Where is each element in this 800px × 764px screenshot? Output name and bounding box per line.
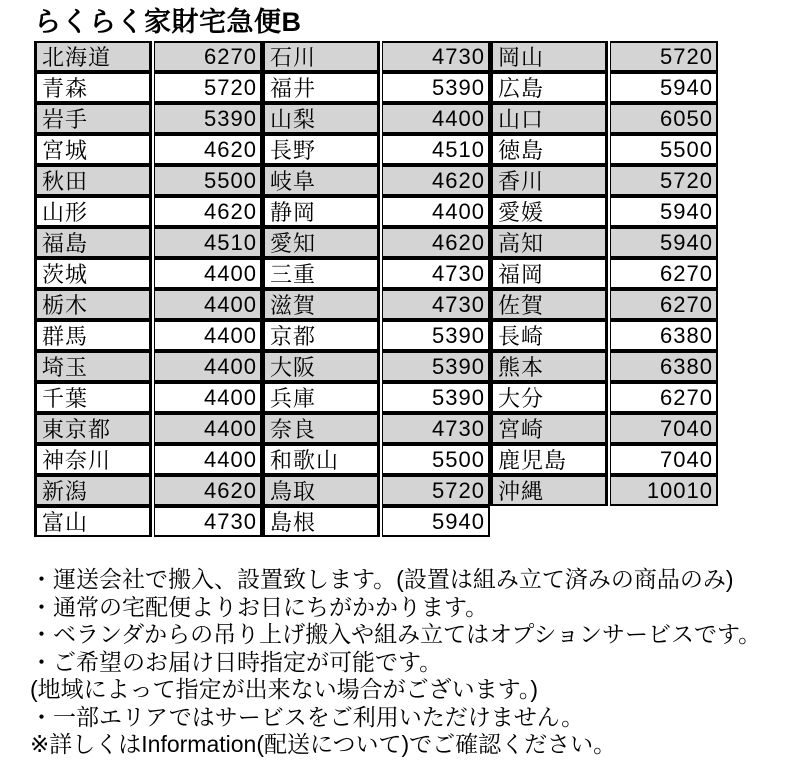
table-row — [34, 196, 262, 227]
price-cell: 5390 — [382, 382, 490, 413]
price-cell: 5390 — [382, 351, 490, 382]
price-cell: 7040 — [610, 413, 718, 444]
prefecture-cell: 滋賀 — [262, 289, 380, 320]
prefecture-cell: 茨城 — [34, 258, 152, 289]
prefecture-cell: 石川 — [262, 41, 380, 72]
price-cell: 5720 — [382, 475, 490, 506]
table-row — [262, 351, 490, 382]
price-cell: 4730 — [382, 41, 490, 72]
table-row — [34, 413, 262, 444]
table-row — [34, 134, 262, 165]
table-row — [262, 506, 490, 537]
price-cell: 4400 — [154, 382, 262, 413]
prefecture-cell: 和歌山 — [262, 444, 380, 475]
prefecture-cell: 大分 — [490, 382, 608, 413]
prefecture-cell: 青森 — [34, 72, 152, 103]
prefecture-cell: 高知 — [490, 227, 608, 258]
price-cell: 6050 — [610, 103, 718, 134]
prefecture-cell: 三重 — [262, 258, 380, 289]
table-row — [490, 475, 718, 506]
note-line: (地域によって指定が出来ない場合がございます。) — [30, 676, 538, 702]
price-cell: 5940 — [610, 227, 718, 258]
table-row — [490, 41, 718, 72]
price-cell: 5720 — [610, 41, 718, 72]
price-cell: 4510 — [154, 227, 262, 258]
price-cell: 5940 — [610, 72, 718, 103]
prefecture-cell: 岩手 — [34, 103, 152, 134]
price-cell: 4730 — [382, 289, 490, 320]
prefecture-cell: 鹿児島 — [490, 444, 608, 475]
prefecture-cell: 岡山 — [490, 41, 608, 72]
note-line: ・ご希望のお届け日時指定が可能です。 — [30, 648, 443, 675]
price-cell: 6380 — [610, 351, 718, 382]
price-cell: 6380 — [610, 320, 718, 351]
table-row — [262, 103, 490, 134]
table-column-group-1 — [34, 41, 262, 537]
table-row — [262, 41, 490, 72]
prefecture-cell: 北海道 — [34, 41, 152, 72]
price-cell: 7040 — [610, 444, 718, 475]
price-cell: 10010 — [610, 475, 718, 506]
table-row — [34, 289, 262, 320]
table-row — [262, 320, 490, 351]
table-column-group-2 — [262, 41, 490, 537]
table-row — [490, 320, 718, 351]
table-row — [262, 258, 490, 289]
price-cell: 6270 — [610, 382, 718, 413]
prefecture-cell: 宮崎 — [490, 413, 608, 444]
price-cell: 5720 — [154, 72, 262, 103]
table-row — [490, 103, 718, 134]
table-row — [262, 475, 490, 506]
price-cell: 4620 — [154, 196, 262, 227]
table-column-group-3 — [490, 41, 718, 537]
prefecture-cell: 山形 — [34, 196, 152, 227]
prefecture-cell: 埼玉 — [34, 351, 152, 382]
table-row — [262, 413, 490, 444]
prefecture-cell: 兵庫 — [262, 382, 380, 413]
price-cell: 4620 — [154, 134, 262, 165]
prefecture-cell: 愛知 — [262, 227, 380, 258]
price-cell: 6270 — [154, 41, 262, 72]
prefecture-cell: 宮城 — [34, 134, 152, 165]
note-line: ・通常の宅配便よりお日にちがかかります。 — [30, 593, 489, 620]
prefecture-cell: 愛媛 — [490, 196, 608, 227]
table-row — [490, 289, 718, 320]
table-row — [490, 258, 718, 289]
price-cell: 4730 — [382, 413, 490, 444]
table-row — [490, 444, 718, 475]
note-line: ・運送会社で搬入、設置致します。(設置は組み立て済みの商品のみ) — [30, 566, 734, 592]
table-row — [34, 41, 262, 72]
table-row — [262, 227, 490, 258]
price-cell: 4730 — [382, 258, 490, 289]
price-cell: 4400 — [154, 444, 262, 475]
table-row — [490, 72, 718, 103]
price-cell: 4730 — [154, 506, 262, 537]
table-row — [262, 289, 490, 320]
price-cell: 5940 — [382, 506, 490, 537]
prefecture-cell: 大阪 — [262, 351, 380, 382]
price-cell: 4400 — [154, 320, 262, 351]
prefecture-cell: 山口 — [490, 103, 608, 134]
price-cell: 6270 — [610, 258, 718, 289]
table-row — [34, 103, 262, 134]
table-row — [262, 134, 490, 165]
note-line: ・一部エリアではサービスをご利用いただけません。 — [30, 703, 585, 730]
table-row — [34, 351, 262, 382]
prefecture-cell: 香川 — [490, 165, 608, 196]
price-cell: 4400 — [382, 196, 490, 227]
table-row — [34, 258, 262, 289]
price-cell: 5390 — [382, 320, 490, 351]
prefecture-cell: 福岡 — [490, 258, 608, 289]
table-row — [34, 444, 262, 475]
price-cell: 5500 — [382, 444, 490, 475]
table-row — [490, 134, 718, 165]
table-row — [490, 413, 718, 444]
notes-section — [30, 566, 800, 759]
prefecture-cell: 長野 — [262, 134, 380, 165]
table-row — [262, 165, 490, 196]
prefecture-cell: 島根 — [262, 506, 380, 537]
table-row — [490, 382, 718, 413]
price-cell: 4620 — [382, 227, 490, 258]
table-row — [262, 196, 490, 227]
table-row — [262, 444, 490, 475]
prefecture-cell: 福井 — [262, 72, 380, 103]
prefecture-cell: 群馬 — [34, 320, 152, 351]
price-cell: 4400 — [154, 289, 262, 320]
table-row — [34, 72, 262, 103]
table-row — [34, 165, 262, 196]
prefecture-cell: 沖縄 — [490, 475, 608, 506]
prefecture-cell: 東京都 — [34, 413, 152, 444]
prefecture-cell: 福島 — [34, 227, 152, 258]
table-row — [34, 227, 262, 258]
prefecture-cell: 奈良 — [262, 413, 380, 444]
table-row — [490, 196, 718, 227]
table-row — [490, 165, 718, 196]
prefecture-cell: 長崎 — [490, 320, 608, 351]
price-cell: 5940 — [610, 196, 718, 227]
prefecture-cell: 栃木 — [34, 289, 152, 320]
prefecture-cell: 秋田 — [34, 165, 152, 196]
table-row — [262, 382, 490, 413]
price-cell: 5500 — [610, 134, 718, 165]
price-cell: 6270 — [610, 289, 718, 320]
price-cell: 4510 — [382, 134, 490, 165]
price-cell: 5390 — [382, 72, 490, 103]
price-cell: 5500 — [154, 165, 262, 196]
price-cell: 4400 — [154, 258, 262, 289]
prefecture-cell: 新潟 — [34, 475, 152, 506]
prefecture-cell: 鳥取 — [262, 475, 380, 506]
prefecture-cell: 岐阜 — [262, 165, 380, 196]
note-line: ※詳しくはInformation(配送について)でご確認ください。 — [30, 731, 617, 757]
price-cell: 4400 — [154, 351, 262, 382]
table-row — [34, 382, 262, 413]
table-row — [34, 475, 262, 506]
prefecture-cell: 佐賀 — [490, 289, 608, 320]
note-line: ・ベランダからの吊り上げ搬入や組み立てはオプションサービスです。 — [30, 621, 762, 647]
table-row — [262, 72, 490, 103]
prefecture-cell: 山梨 — [262, 103, 380, 134]
table-row — [490, 351, 718, 382]
table-row — [490, 227, 718, 258]
prefecture-cell: 千葉 — [34, 382, 152, 413]
price-cell: 4620 — [382, 165, 490, 196]
price-cell: 5720 — [610, 165, 718, 196]
shipping-price-table — [34, 41, 800, 537]
prefecture-cell: 熊本 — [490, 351, 608, 382]
prefecture-cell: 富山 — [34, 506, 152, 537]
prefecture-cell: 京都 — [262, 320, 380, 351]
prefecture-cell: 静岡 — [262, 196, 380, 227]
table-row — [34, 320, 262, 351]
prefecture-cell: 広島 — [490, 72, 608, 103]
page-title: らくらく家財宅急便B — [34, 7, 302, 37]
price-cell: 4400 — [154, 413, 262, 444]
price-cell: 4620 — [154, 475, 262, 506]
price-cell: 4400 — [382, 103, 490, 134]
table-row — [34, 506, 262, 537]
prefecture-cell: 徳島 — [490, 134, 608, 165]
prefecture-cell: 神奈川 — [34, 444, 152, 475]
price-cell: 5390 — [154, 103, 262, 134]
